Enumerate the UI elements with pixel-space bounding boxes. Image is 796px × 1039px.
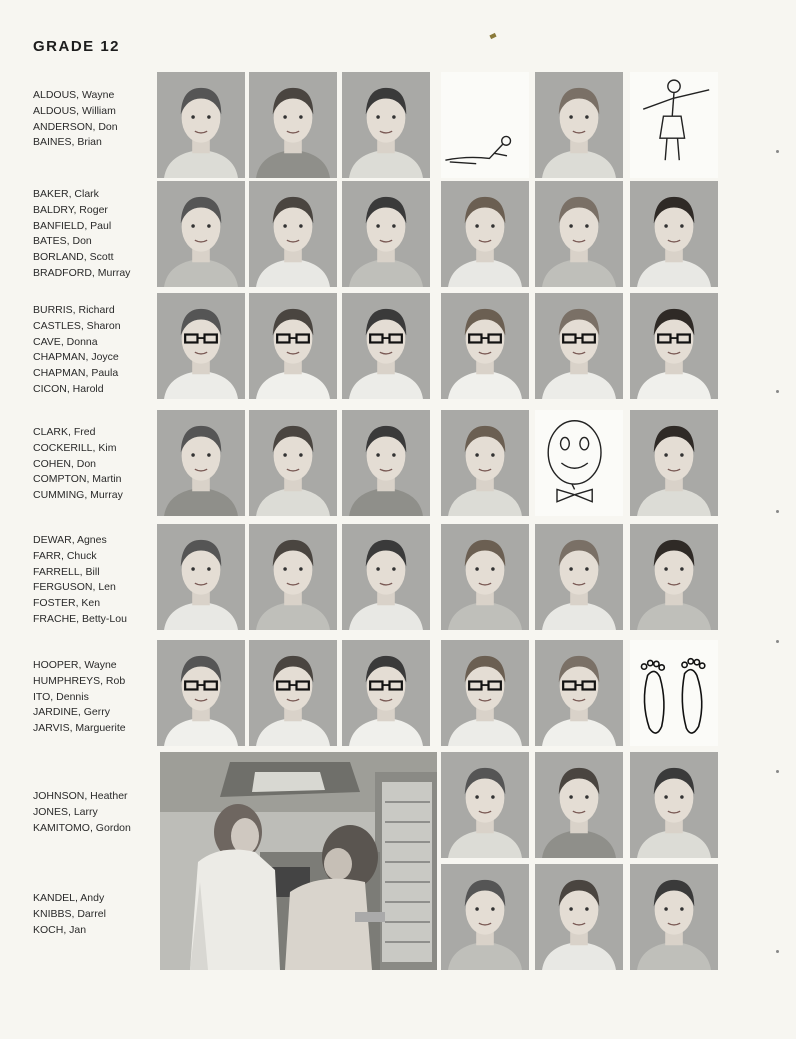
student-name: JOHNSON, Heather <box>33 790 128 802</box>
student-portrait <box>157 640 245 746</box>
student-portrait <box>342 181 430 287</box>
student-portrait <box>535 181 623 287</box>
student-name: BALDRY, Roger <box>33 203 108 216</box>
student-name: BURRIS, Richard <box>33 304 115 316</box>
student-name: ITO, Dennis <box>33 690 89 703</box>
binder-mark <box>776 770 779 773</box>
student-name: JONES, Larry <box>33 805 98 818</box>
student-portrait <box>157 181 245 287</box>
student-name: FARR, Chuck <box>33 549 97 562</box>
student-name: COHEN, Don <box>33 457 97 470</box>
student-name: ALDOUS, Wayne <box>33 89 115 101</box>
student-name: BRADFORD, Murray <box>33 266 131 279</box>
student-name: KANDEL, Andy <box>33 892 105 904</box>
student-name: BAINES, Brian <box>33 136 102 149</box>
student-portrait <box>535 752 623 858</box>
page-title: GRADE 12 <box>33 38 121 55</box>
student-portrait <box>342 410 430 516</box>
student-portrait <box>249 524 337 630</box>
student-portrait <box>441 524 529 630</box>
doodle-smiley-face <box>535 410 623 516</box>
ink-mark <box>489 33 496 39</box>
student-name: COCKERILL, Kim <box>33 441 117 454</box>
student-portrait <box>535 524 623 630</box>
student-name: ANDERSON, Don <box>33 120 118 133</box>
binder-mark <box>776 150 779 153</box>
student-portrait <box>535 640 623 746</box>
student-name: KNIBBS, Darrel <box>33 907 106 920</box>
student-name: CASTLES, Sharon <box>33 319 121 332</box>
student-portrait <box>157 293 245 399</box>
student-portrait <box>157 72 245 178</box>
student-name: FERGUSON, Len <box>33 581 116 594</box>
student-portrait <box>630 293 718 399</box>
student-portrait <box>342 72 430 178</box>
student-portrait <box>441 410 529 516</box>
student-portrait <box>630 752 718 858</box>
student-portrait <box>630 181 718 287</box>
student-portrait <box>249 640 337 746</box>
name-list-row-1 <box>33 88 118 151</box>
student-name: JARDINE, Gerry <box>33 706 111 719</box>
student-name: ALDOUS, William <box>33 104 116 117</box>
student-name: KOCH, Jan <box>33 923 87 936</box>
binder-mark <box>776 950 779 953</box>
doodle-footprints <box>630 640 718 746</box>
student-name: HOOPER, Wayne <box>33 659 117 671</box>
student-portrait <box>441 864 529 970</box>
student-name: FRACHE, Betty-Lou <box>33 612 127 625</box>
student-name: BANFIELD, Paul <box>33 219 112 232</box>
binder-mark <box>776 640 779 643</box>
binder-mark <box>776 510 779 513</box>
student-name: DEWAR, Agnes <box>33 534 107 546</box>
student-portrait <box>342 293 430 399</box>
name-list-row-4 <box>33 425 123 504</box>
name-list-row-2 <box>33 187 130 282</box>
student-name: CUMMING, Murray <box>33 489 123 502</box>
name-list-row-6 <box>33 658 126 737</box>
student-portrait <box>249 72 337 178</box>
student-portrait <box>441 293 529 399</box>
student-name: BATES, Don <box>33 235 92 248</box>
student-portrait <box>535 864 623 970</box>
name-list-row-7 <box>33 789 131 836</box>
student-name: FOSTER, Ken <box>33 597 101 610</box>
binder-mark <box>776 390 779 393</box>
student-portrait <box>630 864 718 970</box>
student-portrait <box>441 752 529 858</box>
student-name: BORLAND, Scott <box>33 251 114 264</box>
name-list-row-3 <box>33 303 121 398</box>
student-portrait <box>249 410 337 516</box>
student-portrait <box>441 640 529 746</box>
candid-photo-image <box>160 752 437 970</box>
student-portrait <box>535 72 623 178</box>
student-name: KAMITOMO, Gordon <box>33 821 131 834</box>
student-name: CAVE, Donna <box>33 335 98 348</box>
student-name: CICON, Harold <box>33 382 104 395</box>
student-name: HUMPHREYS, Rob <box>33 674 126 687</box>
student-portrait <box>441 181 529 287</box>
student-name: COMPTON, Martin <box>33 473 122 486</box>
student-portrait <box>535 293 623 399</box>
student-portrait <box>249 181 337 287</box>
student-name: CLARK, Fred <box>33 426 96 438</box>
student-name: CHAPMAN, Joyce <box>33 351 119 364</box>
name-list-row-5 <box>33 533 127 628</box>
student-name: FARRELL, Bill <box>33 565 100 578</box>
student-portrait <box>157 410 245 516</box>
student-name: BAKER, Clark <box>33 188 99 200</box>
student-portrait <box>249 293 337 399</box>
student-portrait <box>342 640 430 746</box>
doodle-dancing-figure <box>630 72 718 178</box>
student-portrait <box>342 524 430 630</box>
student-name: CHAPMAN, Paula <box>33 367 119 380</box>
student-name: JARVIS, Marguerite <box>33 722 126 735</box>
name-list-row-8 <box>33 891 106 938</box>
student-portrait <box>630 410 718 516</box>
student-portrait <box>630 524 718 630</box>
doodle-reclining-figure <box>441 72 529 178</box>
candid-photo <box>160 752 437 970</box>
student-portrait <box>157 524 245 630</box>
